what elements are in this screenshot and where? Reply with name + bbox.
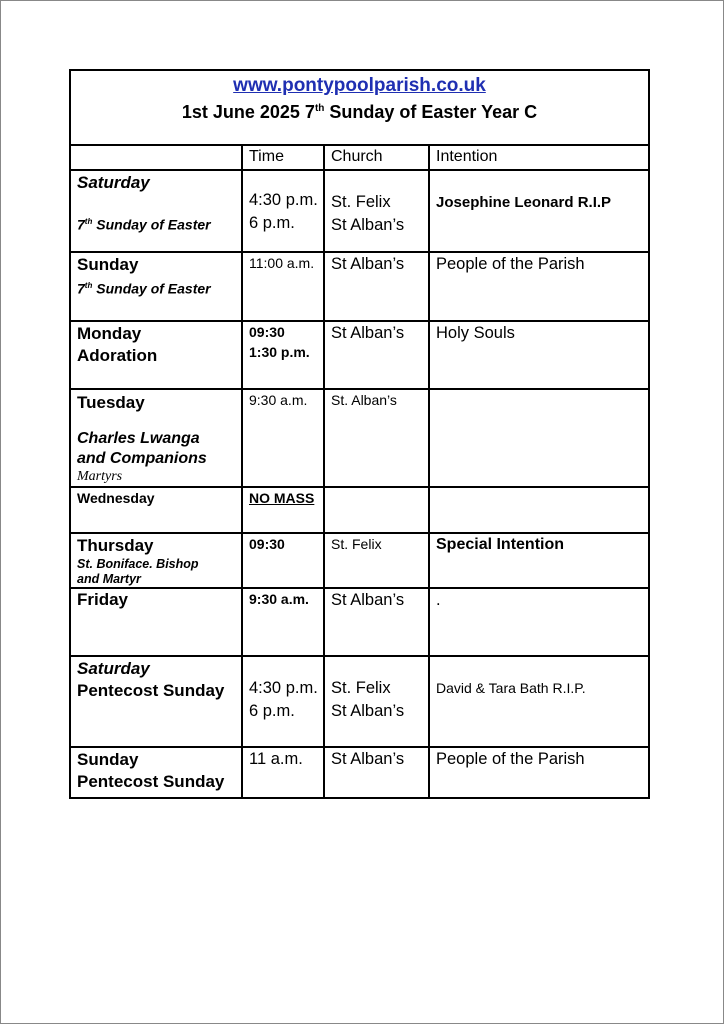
header-day-cell [70, 145, 242, 170]
table-row [70, 389, 649, 487]
time-cell [242, 252, 324, 321]
day-label: Tuesday [77, 393, 145, 412]
time-value: 9:30 a.m. [249, 591, 309, 607]
day-label: Monday [77, 324, 142, 343]
feast-label: St. Boniface. Bishop [77, 557, 199, 571]
time-value: 6 p.m. [249, 702, 295, 720]
church-cell [324, 389, 429, 487]
table-row [70, 252, 649, 321]
church-cell [324, 588, 429, 656]
time-cell [242, 170, 324, 252]
day-sub-label: Pentecost Sunday [77, 681, 225, 700]
day-cell [70, 321, 242, 389]
time-cell [242, 656, 324, 747]
feast-label: and Companions [77, 450, 207, 467]
time-value: 11 a.m. [249, 750, 303, 768]
table-row [70, 321, 649, 389]
time-cell [242, 389, 324, 487]
day-cell [70, 252, 242, 321]
church-cell [324, 656, 429, 747]
intention-cell [429, 389, 649, 487]
day-cell [70, 487, 242, 533]
mass-schedule-table [69, 69, 650, 799]
time-value: 1:30 p.m. [249, 344, 310, 360]
church-cell [324, 321, 429, 389]
day-cell [70, 656, 242, 747]
intention-value: . [436, 591, 441, 609]
intention-cell [429, 170, 649, 252]
feast-label: 7th Sunday of Easter [77, 216, 211, 233]
time-value: 11:00 a.m. [249, 255, 315, 271]
church-value: St. Felix [331, 679, 391, 697]
intention-value: Holy Souls [436, 324, 515, 342]
day-label: Wednesday [77, 490, 155, 506]
table-row [70, 487, 649, 533]
time-value: 09:30 [249, 324, 285, 340]
day-label: Saturday [77, 173, 150, 192]
day-label: Sunday [77, 750, 139, 769]
day-cell [70, 170, 242, 252]
church-value: St. Felix [331, 193, 391, 211]
church-value: St Alban’s [331, 702, 405, 720]
time-value: 6 p.m. [249, 214, 295, 232]
intention-cell [429, 321, 649, 389]
day-cell [70, 588, 242, 656]
time-cell [242, 533, 324, 588]
time-value: 9:30 a.m. [249, 392, 308, 408]
time-cell [242, 487, 324, 533]
header-time: Time [242, 145, 324, 170]
table-row [70, 588, 649, 656]
time-value: 4:30 p.m. [249, 679, 318, 697]
page-title: 1st June 2025 7th Sunday of Easter Year C [181, 102, 538, 122]
day-label: Sunday [77, 255, 139, 274]
martyrs-label: Martyrs [77, 469, 123, 484]
table-row [70, 170, 649, 252]
day-label: Thursday [77, 536, 154, 555]
church-cell [324, 747, 429, 798]
intention-cell [429, 588, 649, 656]
title-cell [70, 70, 649, 145]
day-label: Saturday [77, 659, 150, 678]
church-cell [324, 533, 429, 588]
table-row [70, 656, 649, 747]
intention-value: People of the Parish [436, 750, 585, 768]
church-value: St. Felix [331, 536, 382, 552]
header-intention: Intention [429, 145, 649, 170]
intention-cell [429, 747, 649, 798]
church-cell [324, 170, 429, 252]
day-label: Friday [77, 590, 129, 609]
intention-value: David & Tara Bath R.I.P. [436, 680, 586, 696]
church-value: St Alban’s [331, 750, 405, 768]
church-value: St. Alban’s [331, 392, 397, 408]
column-header-row [70, 145, 649, 170]
time-value: 4:30 p.m. [249, 191, 318, 209]
church-value: St Alban’s [331, 591, 405, 609]
time-value: 09:30 [249, 536, 285, 552]
intention-cell [429, 252, 649, 321]
time-cell [242, 747, 324, 798]
time-cell [242, 588, 324, 656]
header-church: Church [324, 145, 429, 170]
title-row [70, 70, 649, 145]
day-cell [70, 389, 242, 487]
no-mass-label: NO MASS [249, 490, 315, 506]
table-row [70, 533, 649, 588]
time-cell [242, 321, 324, 389]
church-cell [324, 252, 429, 321]
intention-cell [429, 656, 649, 747]
church-value: St Alban’s [331, 216, 405, 234]
church-value: St Alban’s [331, 255, 405, 273]
day-sub-label: Pentecost Sunday [77, 772, 225, 791]
feast-label: and Martyr [77, 572, 141, 586]
table-row [70, 747, 649, 798]
intention-value: People of the Parish [436, 255, 585, 273]
church-value: St Alban’s [331, 324, 405, 342]
intention-value: Special Intention [436, 536, 565, 553]
church-cell [324, 487, 429, 533]
day-sub-label: Adoration [77, 346, 158, 365]
feast-label: Charles Lwanga [77, 430, 200, 447]
website-link[interactable]: www.pontypoolparish.co.uk [233, 75, 486, 96]
intention-cell [429, 533, 649, 588]
intention-value: Josephine Leonard R.I.P [436, 194, 612, 211]
intention-cell [429, 487, 649, 533]
day-cell [70, 533, 242, 588]
day-cell [70, 747, 242, 798]
feast-label: 7th Sunday of Easter [77, 280, 211, 297]
